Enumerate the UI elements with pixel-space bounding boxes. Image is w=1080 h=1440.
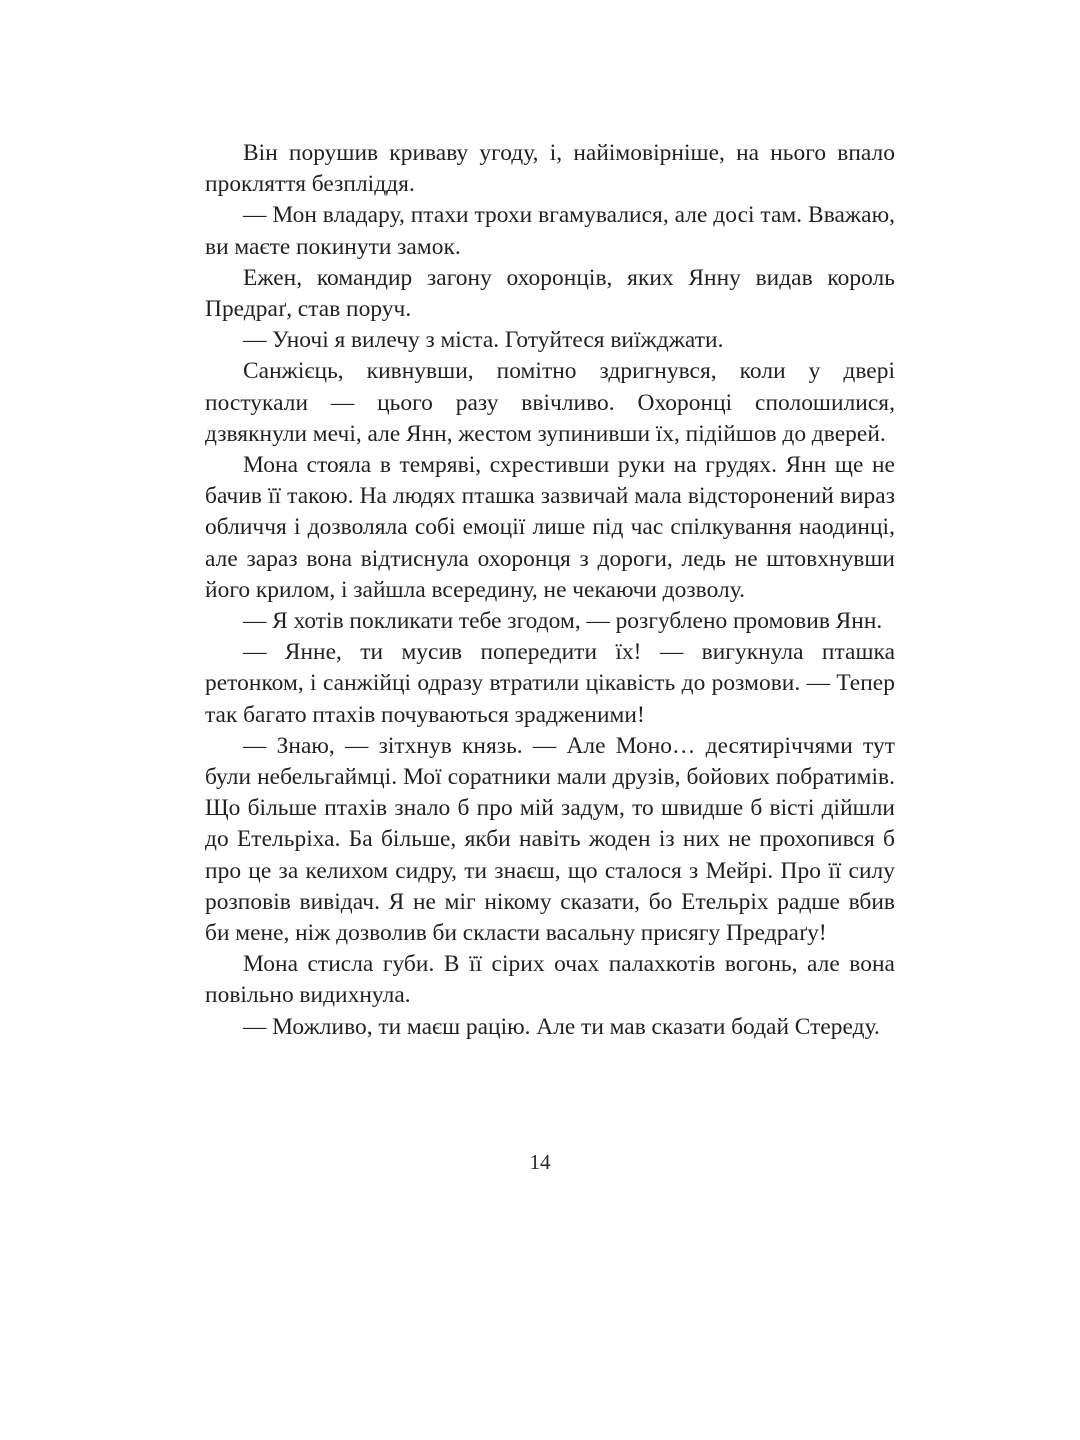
paragraph: — Мон владару, птахи трохи вгамувалися, але досі там. Вважаю, ви маєте покинути замок.: [205, 202, 895, 260]
page-number: 14: [529, 1150, 551, 1174]
paragraph: — Уночі я вилечу з міста. Готуйтеся виїжджати.: [243, 327, 724, 354]
paragraph: — Можливо, ти маєш рацію. Але ти мав сказати бодай Стереду.: [243, 1013, 880, 1040]
paragraph: Санжієць, кивнувши, помітно здригнувся, коли у двері постукали — цього разу ввічливо. Охоронці сполошилися, дзвякнули мечі, але Янн, жестом зупинивши їх, підійшов до дверей.: [205, 358, 895, 447]
paragraph: Ежен, командир загону охоронців, яких Янну видав король Предраґ, став поруч.: [205, 264, 895, 323]
paragraph: Він порушив криваву угоду, і, найімовірніше, на нього впало прокляття безпліддя.: [205, 140, 895, 198]
paragraph: — Знаю, — зітхнув князь. — Але Моно… десятиріччями тут були небельгаймці. Мої соратники мали друзів, бойових побратимів. Що більше птахів знало б про мій задум, то швидше б вісті дійшли до Етельріха. Ба більше, якби навіть жоден із них не прохопився б про це за келихом сидру, ти знаєш, що сталося з Мейрі. Про її силу розповів вивідач. Я не міг нікому сказати, бо Етельріх радше вбив би мене, ніж дозволив би скласти васальну присягу Предраґу!: [205, 732, 895, 947]
paragraph: Мона стисла губи. В її сірих очах палахкотів вогонь, але вона повільно видихнула.: [205, 951, 895, 1009]
page-text-block: [205, 138, 895, 1043]
paragraph: — Я хотів покликати тебе згодом, — розгублено промовив Янн.: [243, 608, 883, 635]
paragraph: Мона стояла в темряві, схрестивши руки на грудях. Янн ще не бачив її такою. На людях пташка зазвичай мала відсторонений вираз обличчя і дозволяла собі емоції лише під час спілкування наодинці, але зараз вона відтиснула охоронця з дороги, ледь не штовхнувши його крилом, і зайшла всередину, не чекаючи дозволу.: [205, 452, 895, 603]
paragraph: — Янне, ти мусив попередити їх! — вигукнула пташка ретонком, і санжійці одразу втратили цікавість до розмови. — Тепер так багато птахів почуваються зрадженими!: [205, 639, 895, 728]
